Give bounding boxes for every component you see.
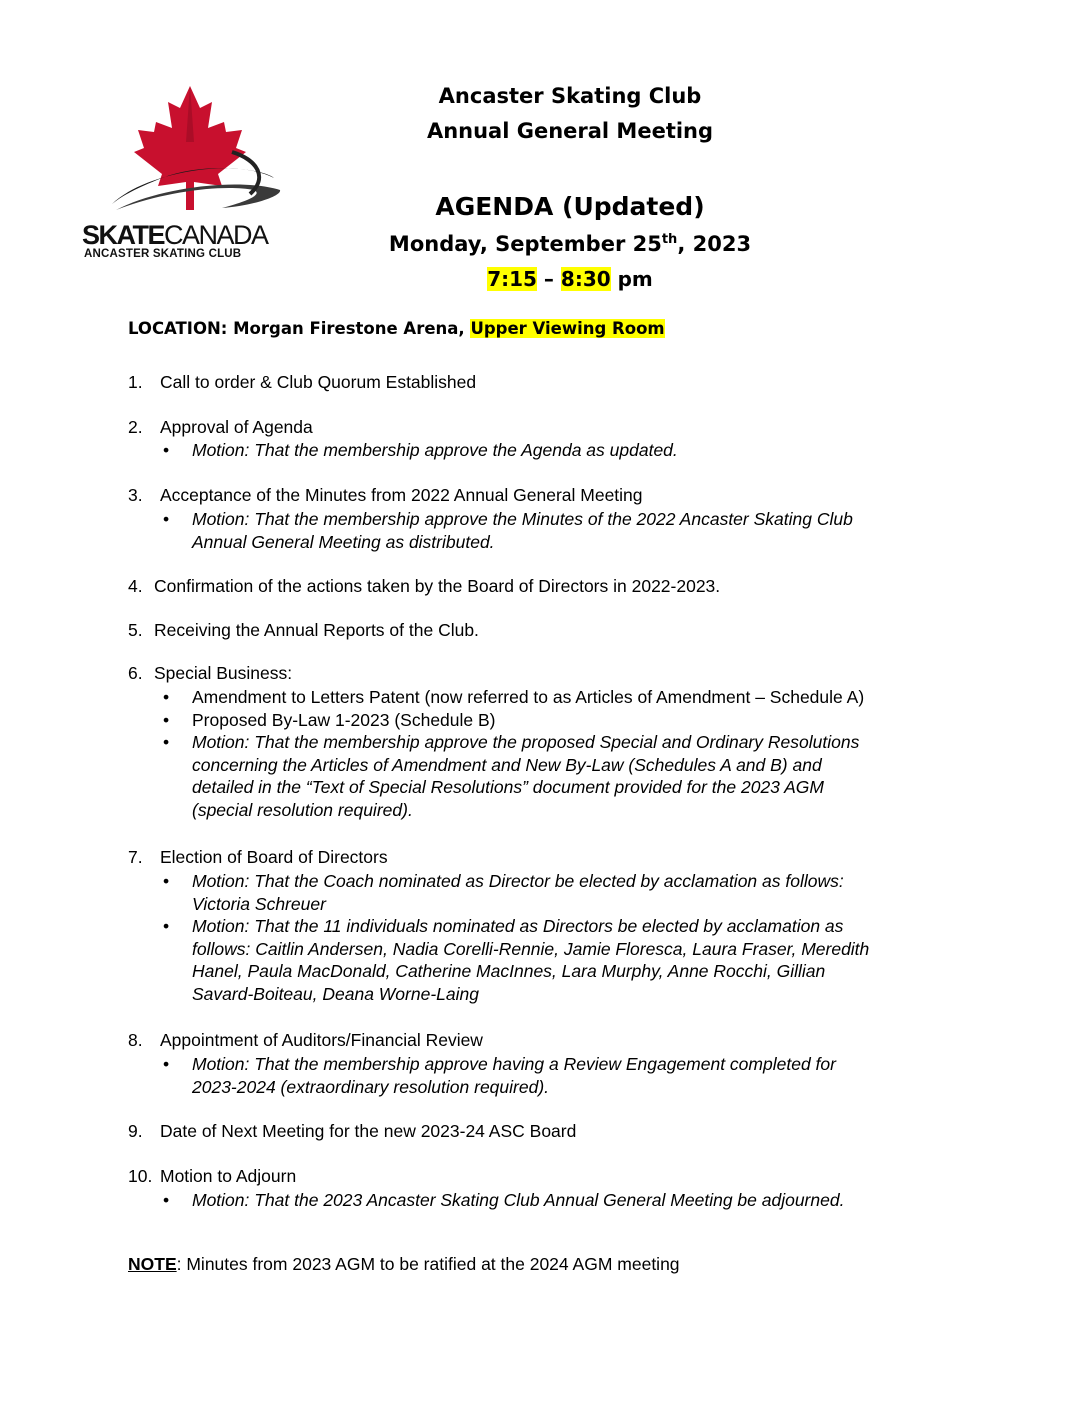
list-item-continued: Victoria Schreuer xyxy=(192,893,326,914)
agenda-item-4: 4. Confirmation of the actions taken by the Board of Directors in 2022-2023. xyxy=(128,576,721,596)
list-item-continued: detailed in the “Text of Special Resolutions” document provided for the 2023 AGM xyxy=(192,777,824,797)
agenda-item-10-bullets xyxy=(163,1189,844,1212)
agenda-item-7-bullets xyxy=(163,870,869,1005)
agenda-item-5: 5. Receiving the Annual Reports of the Club. xyxy=(128,620,479,640)
note-label: NOTE xyxy=(128,1254,177,1274)
location-line: LOCATION: Morgan Firestone Arena, Upper Viewing Room xyxy=(128,319,665,338)
agenda-item-3-bullets xyxy=(163,508,853,553)
list-item: • Proposed By-Law 1-2023 (Schedule B) xyxy=(163,709,864,732)
list-item-continued: 2023-2024 (extraordinary resolution required). xyxy=(192,1076,550,1097)
list-item-continued: Hanel, Paula MacDonald, Catherine MacInnes, Lara Murphy, Anne Rocchi, Gillian xyxy=(192,961,826,981)
location-room: Upper Viewing Room xyxy=(470,319,665,338)
list-item-continued: Savard-Boiteau, Deana Worne-Laing xyxy=(192,983,479,1004)
list-item: • Motion: That the Coach nominated as Director be elected by acclamation as follows: xyxy=(163,870,869,893)
list-item: • Motion: That the membership approve the Minutes of the 2022 Ancaster Skating Club xyxy=(163,508,853,531)
maple-leaf-skate-logo-icon xyxy=(82,82,296,232)
agenda-title: AGENDA (Updated) xyxy=(435,192,705,221)
agenda-item-8-bullets xyxy=(163,1053,836,1098)
time-end: 8:30 xyxy=(560,267,611,291)
list-item: • Motion: That the membership approve the Agenda as updated. xyxy=(163,439,678,462)
agenda-item-8: 8. Appointment of Auditors/Financial Review xyxy=(128,1030,483,1050)
agenda-item-2: 2. Approval of Agenda xyxy=(128,417,313,437)
club-subtitle: ANCASTER SKATING CLUB xyxy=(84,248,242,260)
list-item: • Motion: That the 2023 Ancaster Skating Club Annual General Meeting be adjourned. xyxy=(163,1189,844,1212)
meeting-title: Annual General Meeting xyxy=(426,119,714,143)
list-item-continued: concerning the Articles of Amendment and New By-Law (Schedules A and B) and xyxy=(192,754,822,775)
footer-note: NOTE: Minutes from 2023 AGM to be ratified at the 2024 AGM meeting xyxy=(128,1254,680,1274)
agenda-item-10: 10. Motion to Adjourn xyxy=(128,1166,297,1186)
club-title: Ancaster Skating Club xyxy=(438,84,702,108)
agenda-item-9: 9. Date of Next Meeting for the new 2023-24 ASC Board xyxy=(128,1121,577,1141)
agenda-item-3: 3. Acceptance of the Minutes from 2022 Annual General Meeting xyxy=(128,485,643,505)
skate-canada-logo xyxy=(82,82,296,262)
list-item: • Motion: That the membership approve having a Review Engagement completed for xyxy=(163,1053,836,1076)
meeting-date: Monday, September 25th, 2023 xyxy=(388,232,752,256)
list-item: • Motion: That the 11 individuals nominated as Directors be elected by acclamation as xyxy=(163,915,869,938)
agenda-item-6-bullets xyxy=(163,686,864,821)
meeting-time: 7:15 – 8:30 pm xyxy=(487,267,653,291)
list-item: • Amendment to Letters Patent (now referred to as Articles of Amendment – Schedule A) xyxy=(163,686,864,709)
agenda-item-7: 7. Election of Board of Directors xyxy=(128,847,388,867)
agenda-item-2-bullets xyxy=(163,439,678,462)
list-item-continued: follows: Caitlin Andersen, Nadia Corelli-Rennie, Jamie Floresca, Laura Fraser, Meredith xyxy=(192,938,870,959)
time-start: 7:15 xyxy=(487,267,537,291)
agenda-item-6: 6. Special Business: xyxy=(128,663,293,683)
list-item-continued: (special resolution required). xyxy=(192,799,413,820)
list-item-continued: Annual General Meeting as distributed. xyxy=(192,531,495,552)
list-item: • Motion: That the membership approve the proposed Special and Ordinary Resolutions xyxy=(163,731,864,754)
agenda-item-1: 1. Call to order & Club Quorum Established xyxy=(128,372,477,392)
skate-canada-wordmark: SKATECANADA xyxy=(82,220,268,250)
